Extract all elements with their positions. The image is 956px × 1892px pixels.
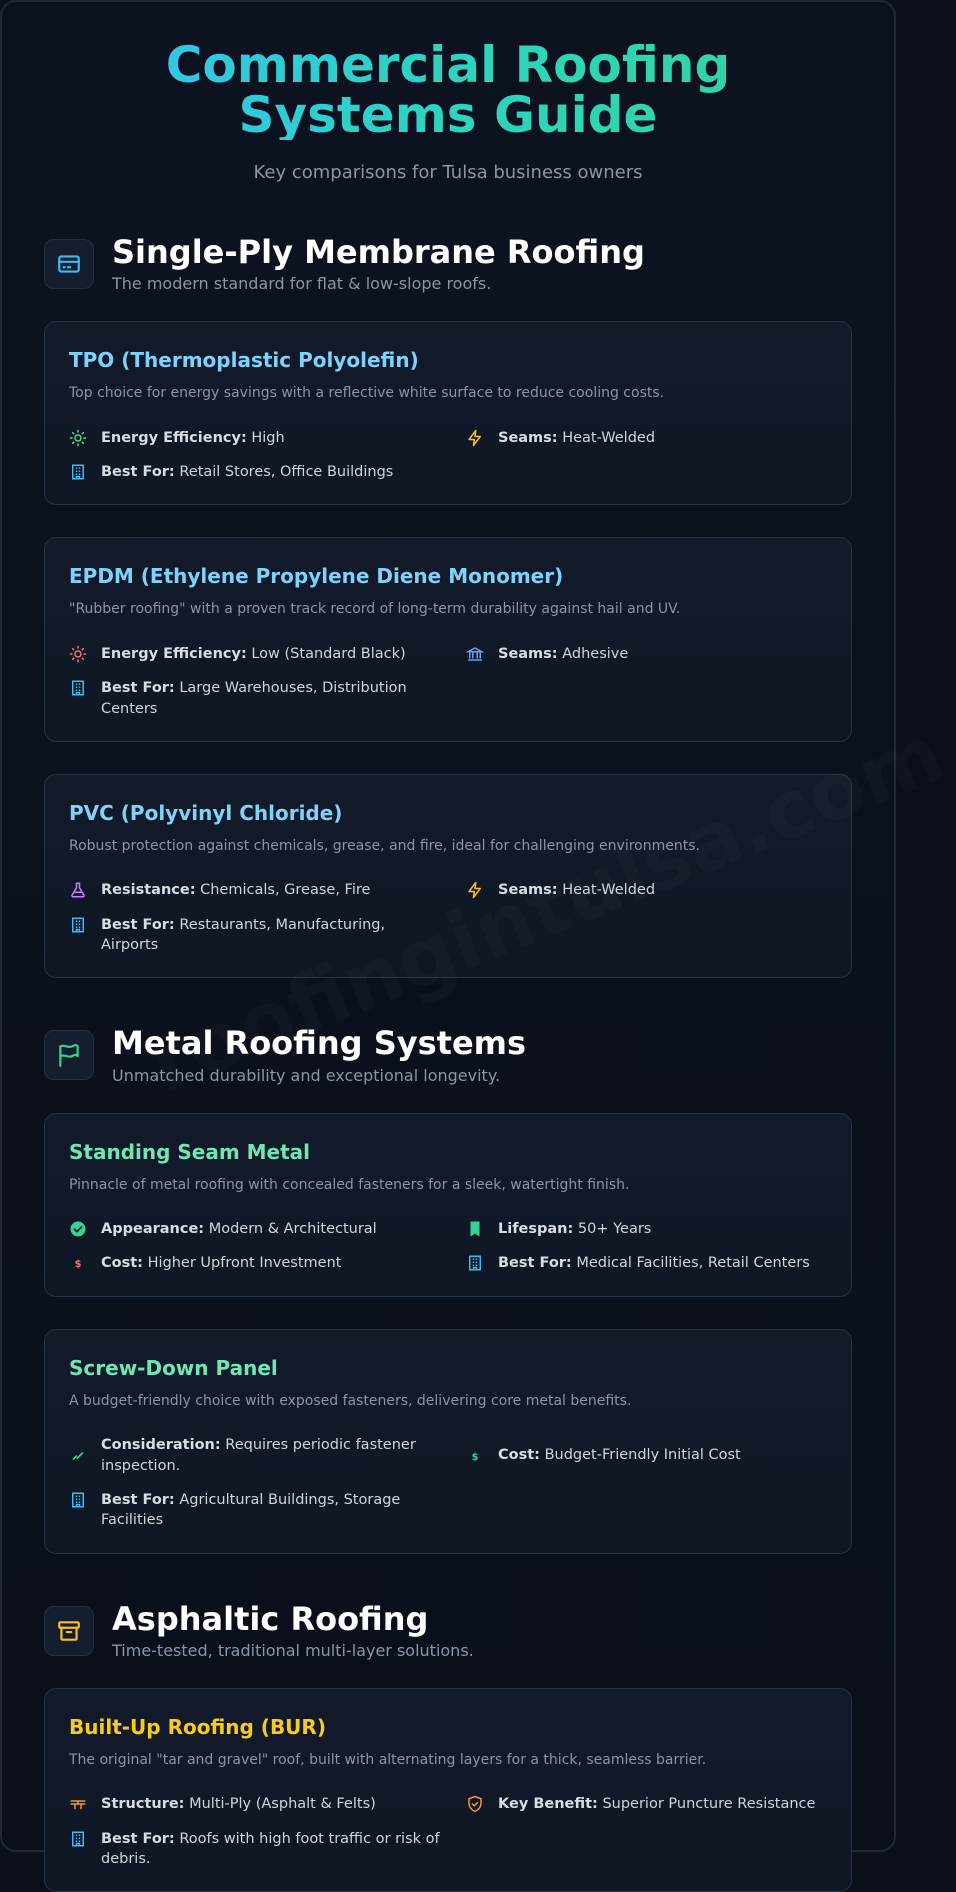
- section-asphaltic: [2, 1602, 894, 1892]
- flag-icon: [44, 1030, 94, 1080]
- feature-value: Roofs with high foot traffic or risk of debris.: [101, 1831, 440, 1867]
- building-icon: [69, 463, 87, 481]
- feature-label: Best For:: [101, 1492, 175, 1508]
- feature-label: Lifespan:: [498, 1221, 573, 1237]
- feature-value: Heat-Welded: [562, 430, 655, 446]
- feature-label: Key Benefit:: [498, 1796, 598, 1812]
- feature-item: [69, 1490, 466, 1531]
- feature-value: Restaurants, Manufacturing, Airports: [101, 917, 385, 953]
- bank-icon: [466, 645, 484, 663]
- feature-value: Large Warehouses, Distribution Centers: [101, 680, 407, 716]
- feature-item: [69, 1253, 466, 1273]
- building-icon: [69, 679, 87, 697]
- page-title: Commercial Roofing Systems Guide: [2, 40, 894, 140]
- bookmark-icon: [466, 1220, 484, 1238]
- card-title: EPDM (Ethylene Propylene Diene Monomer): [69, 564, 827, 588]
- dollar-icon: [69, 1254, 87, 1272]
- feature-label: Seams:: [498, 430, 558, 446]
- shield-check-icon: [466, 1795, 484, 1813]
- feature-value: Heat-Welded: [562, 882, 655, 898]
- lightning-icon: [466, 429, 484, 447]
- section-title: Metal Roofing Systems: [112, 1026, 526, 1061]
- feature-value: Superior Puncture Resistance: [602, 1796, 815, 1812]
- card-description: The original "tar and gravel" roof, built with alternating layers for a thick, seamless barrier.: [69, 1751, 827, 1771]
- feature-label: Resistance:: [101, 882, 196, 898]
- layers-icon: [69, 1795, 87, 1813]
- sun-icon: [69, 429, 87, 447]
- feature-list: [69, 1435, 827, 1530]
- feature-item: [69, 880, 466, 900]
- feature-label: Cost:: [498, 1447, 540, 1463]
- card-title: TPO (Thermoplastic Polyolefin): [69, 348, 827, 372]
- feature-label: Best For:: [101, 917, 175, 933]
- feature-value: Multi-Ply (Asphalt & Felts): [189, 1796, 376, 1812]
- building-icon: [466, 1254, 484, 1272]
- feature-value: Retail Stores, Office Buildings: [179, 464, 393, 480]
- feature-value: Low (Standard Black): [251, 646, 405, 662]
- feature-value: Agricultural Buildings, Storage Facilities: [101, 1492, 400, 1528]
- check-circle-icon: [69, 1220, 87, 1238]
- feature-item: [466, 644, 827, 664]
- building-icon: [69, 916, 87, 934]
- section-subtitle: The modern standard for flat & low-slope roofs.: [112, 274, 645, 293]
- feature-list: [69, 644, 827, 719]
- feature-list: [69, 428, 827, 483]
- page-subtitle: Key comparisons for Tulsa business owners: [2, 162, 894, 183]
- feature-label: Structure:: [101, 1796, 184, 1812]
- card-bur: [44, 1688, 852, 1892]
- section-title: Asphaltic Roofing: [112, 1602, 474, 1637]
- feature-list: [69, 1219, 827, 1274]
- card-screw-down: [44, 1329, 852, 1554]
- feature-label: Best For:: [498, 1255, 572, 1271]
- feature-label: Cost:: [101, 1255, 143, 1271]
- feature-item: [69, 1219, 466, 1239]
- feature-value: Higher Upfront Investment: [148, 1255, 342, 1271]
- card-title: Standing Seam Metal: [69, 1140, 827, 1164]
- card-description: A budget-friendly choice with exposed fasteners, delivering core metal benefits.: [69, 1392, 827, 1412]
- feature-item: [466, 1435, 827, 1476]
- feature-value: Medical Facilities, Retail Centers: [576, 1255, 809, 1271]
- feature-label: Consideration:: [101, 1437, 221, 1453]
- feature-value: Modern & Architectural: [209, 1221, 377, 1237]
- feature-list: [69, 1794, 827, 1869]
- feature-value: Requires periodic fastener inspection.: [101, 1437, 416, 1473]
- feature-item: [69, 1829, 466, 1870]
- card-tpo: [44, 321, 852, 505]
- svg-text:$: $: [472, 1452, 479, 1463]
- feature-item: [466, 1219, 827, 1239]
- section-subtitle: Time-tested, traditional multi-layer solutions.: [112, 1641, 474, 1660]
- feature-label: Best For:: [101, 464, 175, 480]
- card-description: Top choice for energy savings with a reflective white surface to reduce cooling costs.: [69, 384, 827, 404]
- feature-label: Best For:: [101, 680, 175, 696]
- card-title: Built-Up Roofing (BUR): [69, 1715, 827, 1739]
- membrane-card-icon: [44, 239, 94, 289]
- feature-value: Chemicals, Grease, Fire: [200, 882, 370, 898]
- feature-label: Seams:: [498, 646, 558, 662]
- feature-value: Budget-Friendly Initial Cost: [545, 1447, 741, 1463]
- feature-item: [69, 1794, 466, 1814]
- page-header: [2, 2, 894, 183]
- card-description: Pinnacle of metal roofing with concealed fasteners for a sleek, watertight finish.: [69, 1176, 827, 1196]
- building-icon: [69, 1830, 87, 1848]
- feature-item: [69, 644, 466, 664]
- flask-icon: [69, 881, 87, 899]
- sun-icon: [69, 645, 87, 663]
- card-title: PVC (Polyvinyl Chloride): [69, 801, 827, 825]
- feature-value: High: [251, 430, 284, 446]
- feature-label: Energy Efficiency:: [101, 646, 247, 662]
- feature-item: [69, 678, 466, 719]
- dollar-icon: [466, 1447, 484, 1465]
- feature-label: Best For:: [101, 1831, 175, 1847]
- feature-value: Adhesive: [562, 646, 628, 662]
- card-description: Robust protection against chemicals, grease, and fire, ideal for challenging environments.: [69, 837, 827, 857]
- section-header: [44, 1602, 894, 1660]
- card-standing-seam: [44, 1113, 852, 1297]
- building-icon: [69, 1491, 87, 1509]
- feature-item: [466, 1253, 827, 1273]
- svg-text:$: $: [75, 1259, 82, 1270]
- card-description: "Rubber roofing" with a proven track record of long-term durability against hail and UV.: [69, 600, 827, 620]
- feature-value: 50+ Years: [578, 1221, 651, 1237]
- feature-item: [69, 428, 466, 448]
- feature-item: [466, 1794, 827, 1814]
- section-title: Single-Ply Membrane Roofing: [112, 235, 645, 270]
- feature-item: [69, 1435, 466, 1476]
- feature-label: Energy Efficiency:: [101, 430, 247, 446]
- section-subtitle: Unmatched durability and exceptional longevity.: [112, 1066, 526, 1085]
- card-title: Screw-Down Panel: [69, 1356, 827, 1380]
- feature-label: Seams:: [498, 882, 558, 898]
- section-header: [44, 235, 894, 293]
- feature-item: [466, 428, 827, 448]
- feature-label: Appearance:: [101, 1221, 204, 1237]
- card-epdm: [44, 537, 852, 741]
- section-metal: [2, 1026, 894, 1553]
- archive-box-icon: [44, 1606, 94, 1656]
- wrench-icon: [69, 1447, 87, 1465]
- feature-item: [69, 462, 466, 482]
